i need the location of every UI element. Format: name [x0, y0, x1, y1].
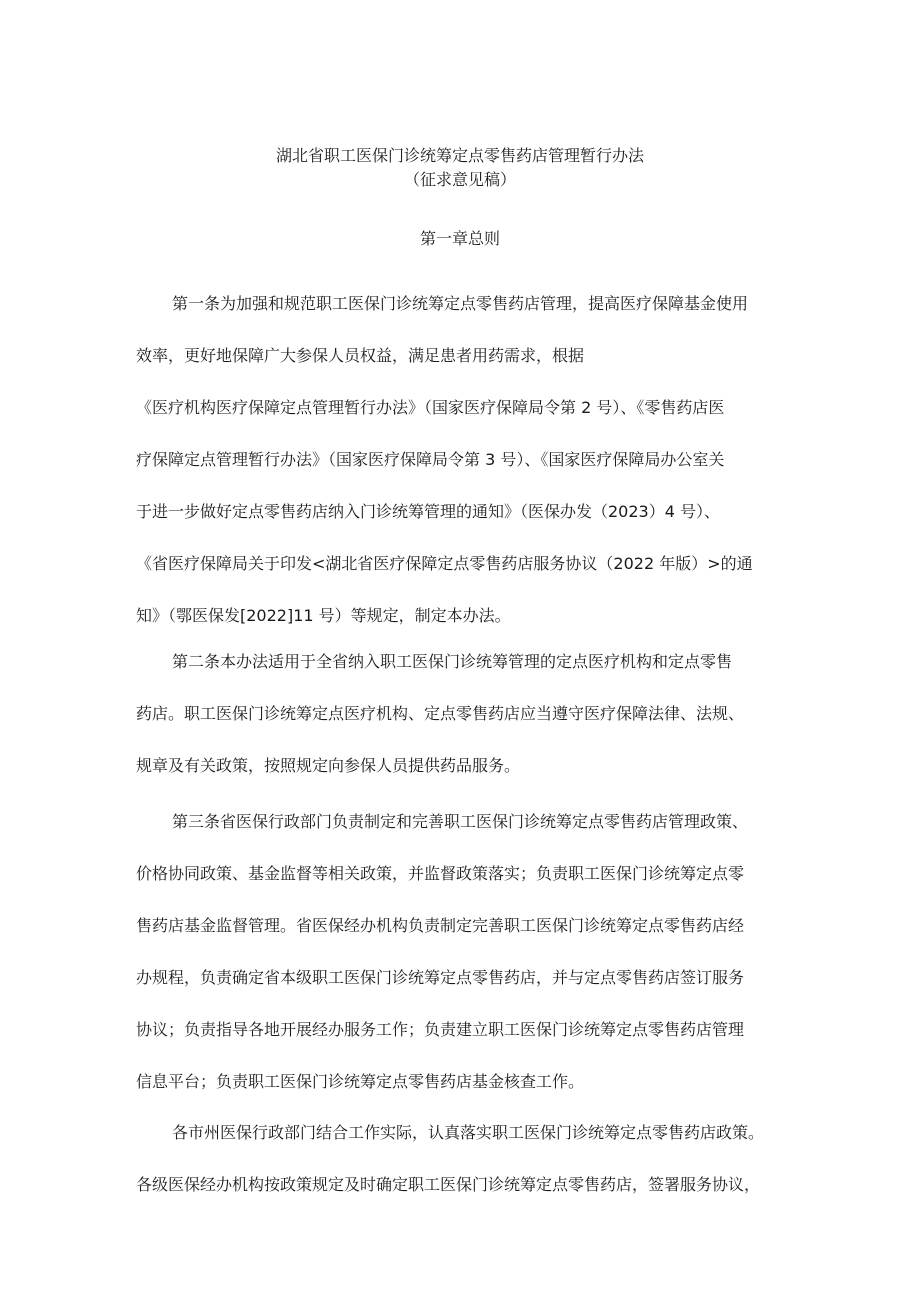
article-3-paragraph [136, 796, 788, 1108]
document-subtitle: （征求意见稿） [403, 170, 516, 189]
article-2-paragraph [136, 636, 788, 792]
paragraph-line: 《省医疗保障局关于印发<湖北省医疗保障定点零售药店服务协议（2022 年版）>的通 [136, 554, 753, 573]
paragraph-line: 第一条为加强和规范职工医保门诊统筹定点零售药店管理，提高医疗保障基金使用 [172, 294, 749, 313]
chapter-heading: 第一章总则 [419, 229, 500, 248]
paragraph-line: 信息平台；负责职工医保门诊统筹定点零售药店基金核查工作。 [136, 1072, 585, 1091]
paragraph-line: 于进一步做好定点零售药店纳入门诊统筹管理的通知》（医保办发（2023）4 号）、 [136, 502, 720, 521]
document-title: 湖北省职工医保门诊统筹定点零售药店管理暂行办法 [275, 146, 644, 165]
paragraph-line: 药店。职工医保门诊统筹定点医疗机构、定点零售药店应当遵守医疗保障法律、法规、 [136, 704, 745, 723]
paragraph-line: 各市州医保行政部门结合工作实际，认真落实职工医保门诊统筹定点零售药店政策。 [172, 1123, 765, 1142]
paragraph-line: 第三条省医保行政部门负责制定和完善职工医保门诊统筹定点零售药店管理政策、 [172, 812, 749, 831]
paragraph-line: 价格协同政策、基金监督等相关政策，并监督政策落实；负责职工医保门诊统筹定点零 [136, 864, 745, 883]
paragraph-line: 《医疗机构医疗保障定点管理暂行办法》（国家医疗保障局令第 2 号）、《零售药店医 [136, 398, 725, 417]
paragraph-line: 各级医保经办机构按政策规定及时确定职工医保门诊统筹定点零售药店，签署服务协议， [136, 1175, 761, 1194]
municipal-paragraph [136, 1107, 788, 1211]
paragraph-line: 售药店基金监督管理。省医保经办机构负责制定完善职工医保门诊统筹定点零售药店经 [136, 916, 745, 935]
paragraph-line: 第二条本办法适用于全省纳入职工医保门诊统筹管理的定点医疗机构和定点零售 [172, 652, 733, 671]
paragraph-line: 疗保障定点管理暂行办法》（国家医疗保障局令第 3 号）、《国家医疗保障局办公室关 [136, 450, 725, 469]
paragraph-line: 办规程，负责确定省本级职工医保门诊统筹定点零售药店，并与定点零售药店签订服务 [136, 968, 745, 987]
paragraph-line: 协议；负责指导各地开展经办服务工作；负责建立职工医保门诊统筹定点零售药店管理 [136, 1020, 745, 1039]
article-1-paragraph [136, 278, 788, 642]
paragraph-line: 知》（鄂医保发[2022]11 号）等规定，制定本办法。 [136, 606, 511, 625]
paragraph-line: 规章及有关政策，按照规定向参保人员提供药品服务。 [136, 756, 521, 775]
paragraph-line: 效率，更好地保障广大参保人员权益，满足患者用药需求，根据 [136, 346, 585, 365]
